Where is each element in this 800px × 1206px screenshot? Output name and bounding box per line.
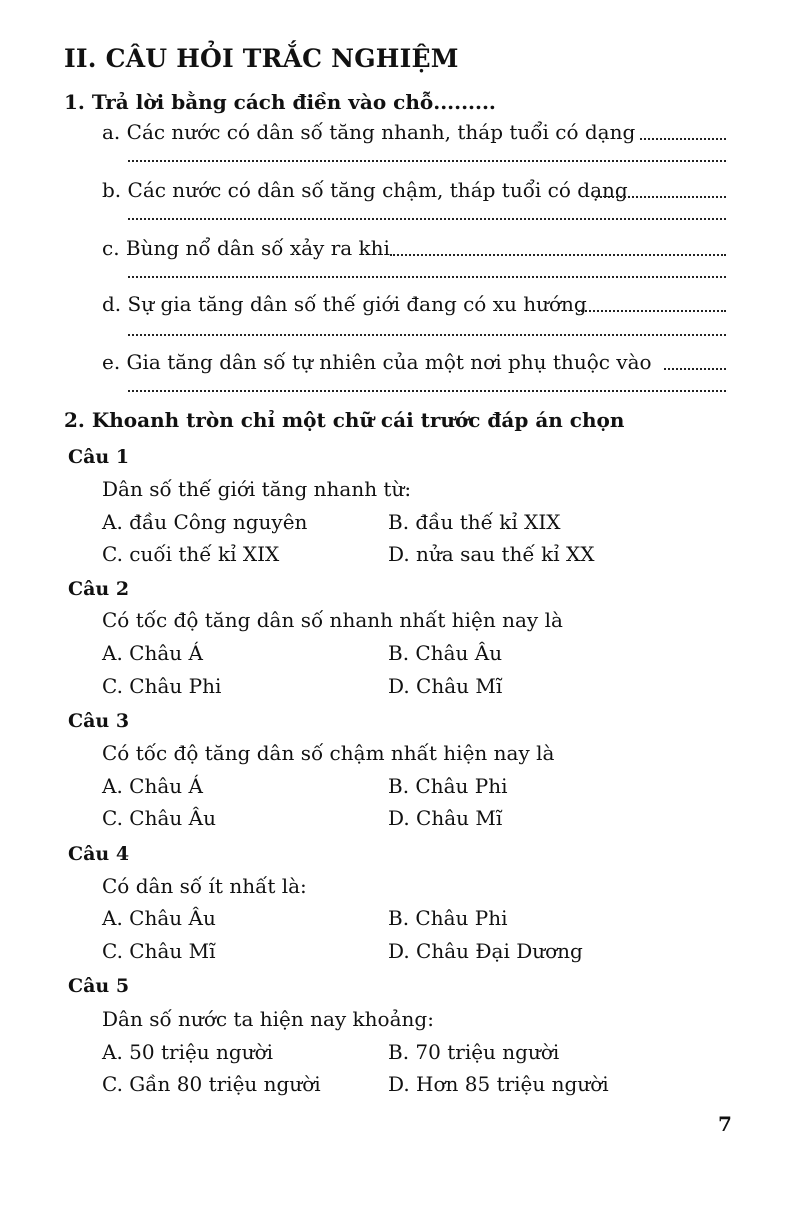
option-b[interactable]: B. 70 triệu người [388, 1040, 560, 1064]
fill-line [596, 196, 726, 198]
option-d[interactable]: D. Châu Mĩ [388, 806, 503, 830]
fill-line [640, 138, 726, 140]
part2-title: 2. Khoanh tròn chỉ một chữ cái trước đáp án chọn [64, 408, 625, 432]
option-d[interactable]: D. Châu Mĩ [388, 674, 503, 698]
fill-line [664, 368, 726, 370]
part1-title: 1. Trả lời bằng cách điền vào chỗ......... [64, 90, 496, 114]
question-prompt: Có tốc độ tăng dân số chậm nhất hiện nay là [102, 741, 555, 765]
option-c[interactable]: C. Châu Âu [102, 806, 216, 830]
fill-line [390, 254, 726, 256]
fill-line [578, 310, 726, 312]
option-c[interactable]: C. cuối thế kỉ XIX [102, 542, 280, 566]
fill-line [128, 276, 726, 278]
page-number: 7 [718, 1112, 732, 1136]
fill-line [128, 334, 726, 336]
question-label: Câu 1 [68, 446, 130, 468]
option-d[interactable]: D. nửa sau thế kỉ XX [388, 542, 595, 566]
question-label: Câu 3 [68, 710, 130, 732]
fill-line [128, 160, 726, 162]
fill-item-d: d. Sự gia tăng dân số thế giới đang có xu hướng [102, 292, 587, 316]
option-b[interactable]: B. Châu Âu [388, 641, 503, 665]
fill-item-b: b. Các nước có dân số tăng chậm, tháp tuổi có dạng [102, 178, 628, 202]
question-label: Câu 4 [68, 843, 130, 865]
option-a[interactable]: A. Châu Âu [102, 906, 216, 930]
section-title: II. CÂU HỎI TRẮC NGHIỆM [64, 44, 459, 73]
option-c[interactable]: C. Châu Phi [102, 674, 222, 698]
option-b[interactable]: B. đầu thế kỉ XIX [388, 510, 561, 534]
option-d[interactable]: D. Châu Đại Dương [388, 939, 583, 963]
fill-line [128, 390, 726, 392]
option-a[interactable]: A. Châu Á [102, 641, 203, 665]
option-a[interactable]: A. Châu Á [102, 774, 203, 798]
option-a[interactable]: A. 50 triệu người [102, 1040, 274, 1064]
fill-item-a: a. Các nước có dân số tăng nhanh, tháp tuổi có dạng [102, 120, 636, 144]
fill-item-c: c. Bùng nổ dân số xảy ra khi [102, 236, 390, 260]
option-b[interactable]: B. Châu Phi [388, 906, 508, 930]
question-prompt: Có dân số ít nhất là: [102, 874, 307, 898]
fill-line [128, 218, 726, 220]
option-c[interactable]: C. Gần 80 triệu người [102, 1072, 321, 1096]
option-b[interactable]: B. Châu Phi [388, 774, 508, 798]
question-label: Câu 2 [68, 578, 130, 600]
option-a[interactable]: A. đầu Công nguyên [102, 510, 308, 534]
option-d[interactable]: D. Hơn 85 triệu người [388, 1072, 609, 1096]
question-prompt: Dân số nước ta hiện nay khoảng: [102, 1007, 434, 1031]
question-prompt: Có tốc độ tăng dân số nhanh nhất hiện nay là [102, 608, 563, 632]
question-label: Câu 5 [68, 975, 130, 997]
option-c[interactable]: C. Châu Mĩ [102, 939, 216, 963]
question-prompt: Dân số thế giới tăng nhanh từ: [102, 477, 412, 501]
fill-item-e: e. Gia tăng dân số tự nhiên của một nơi phụ thuộc vào [102, 350, 652, 374]
